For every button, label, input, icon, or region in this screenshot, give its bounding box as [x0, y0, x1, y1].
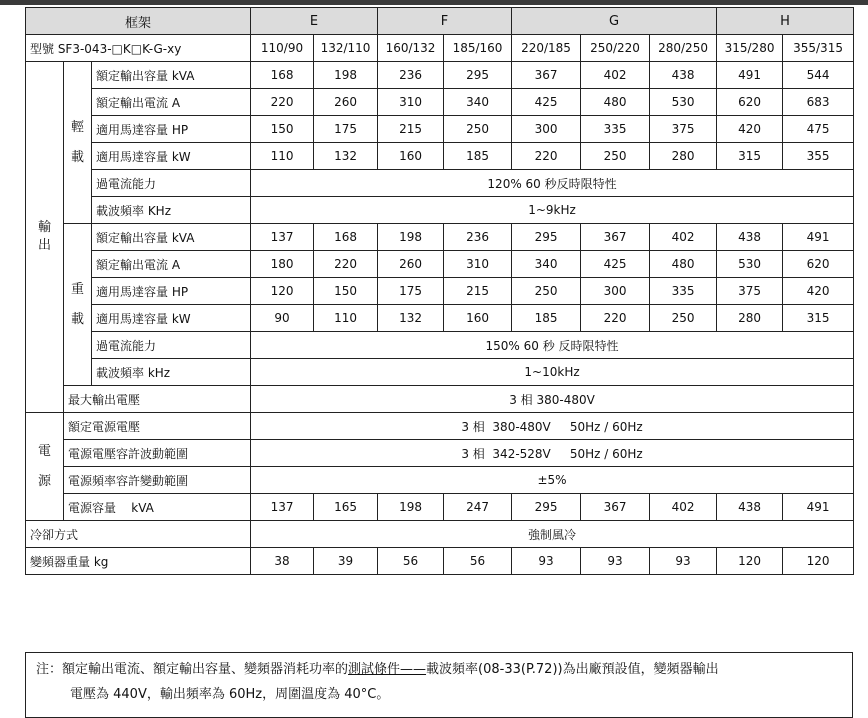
- value-cell: 402: [650, 224, 717, 251]
- value-cell: 220: [512, 143, 581, 170]
- value-cell: 420: [717, 116, 783, 143]
- merged-value-cell: 1~9kHz: [251, 197, 854, 224]
- value-cell: 367: [581, 494, 650, 521]
- value-cell: 160: [378, 143, 444, 170]
- cooling-row: [26, 521, 854, 548]
- value-cell: 260: [314, 89, 378, 116]
- value-cell: 215: [378, 116, 444, 143]
- value-cell: 168: [314, 224, 378, 251]
- max-voltage-row: [26, 386, 854, 413]
- value-cell: 185: [512, 305, 581, 332]
- model-cell: 250/220: [581, 35, 650, 62]
- value-cell: 530: [650, 89, 717, 116]
- value-cell: 335: [581, 116, 650, 143]
- frame-e: E: [251, 8, 378, 35]
- value-cell: 250: [444, 116, 512, 143]
- value-cell: 132: [378, 305, 444, 332]
- row-label: 額定輸出電流 A: [92, 89, 251, 116]
- value-cell: 402: [581, 62, 650, 89]
- row-label: 電源容量 kVA: [64, 494, 251, 521]
- value-cell: 355: [783, 143, 854, 170]
- row-label: 載波頻率 kHz: [92, 359, 251, 386]
- value-cell: 402: [650, 494, 717, 521]
- value-cell: 544: [783, 62, 854, 89]
- frame-h: H: [717, 8, 854, 35]
- value-cell: 165: [314, 494, 378, 521]
- value-cell: 438: [650, 62, 717, 89]
- value-cell: 93: [512, 548, 581, 575]
- value-cell: 39: [314, 548, 378, 575]
- value-cell: 247: [444, 494, 512, 521]
- value-cell: 425: [512, 89, 581, 116]
- model-row: [26, 35, 854, 62]
- value-cell: 137: [251, 494, 314, 521]
- value-cell: 315: [717, 143, 783, 170]
- footnote-line-1: [36, 657, 842, 682]
- heavy-load-group-label: [64, 224, 92, 386]
- value-cell: 367: [581, 224, 650, 251]
- row-label: 載波頻率 KHz: [92, 197, 251, 224]
- value-cell: 168: [251, 62, 314, 89]
- merged-value-cell: 強制風冷: [251, 521, 854, 548]
- light-overload-row: [26, 170, 854, 197]
- model-cell: 315/280: [717, 35, 783, 62]
- value-cell: 620: [783, 251, 854, 278]
- light-amp-row: [26, 89, 854, 116]
- merged-value-cell: 3 相 380-480V: [251, 386, 854, 413]
- power-label-text: 電源: [38, 443, 52, 489]
- value-cell: 491: [717, 62, 783, 89]
- value-cell: 340: [444, 89, 512, 116]
- value-cell: 198: [378, 494, 444, 521]
- row-label: 過電流能力: [92, 332, 251, 359]
- value-cell: 300: [581, 278, 650, 305]
- value-cell: 220: [314, 251, 378, 278]
- value-cell: 335: [650, 278, 717, 305]
- frame-g: G: [512, 8, 717, 35]
- row-label: 最大輸出電壓: [64, 386, 251, 413]
- value-cell: 150: [314, 278, 378, 305]
- value-cell: 93: [650, 548, 717, 575]
- value-cell: 375: [650, 116, 717, 143]
- row-label: 電源頻率容許變動範圍: [64, 467, 251, 494]
- heavy-kva-row: [26, 224, 854, 251]
- value-cell: 220: [251, 89, 314, 116]
- value-cell: 310: [444, 251, 512, 278]
- value-cell: 438: [717, 494, 783, 521]
- model-cell: 280/250: [650, 35, 717, 62]
- footnote-prefix: 注：額定輸出電流、額定輸出容量、變頻器消耗功率的: [36, 662, 349, 677]
- model-cell: 355/315: [783, 35, 854, 62]
- light-kw-row: [26, 143, 854, 170]
- power-group-label: [26, 413, 64, 521]
- row-label: 額定輸出容量 kVA: [92, 62, 251, 89]
- value-cell: 480: [650, 251, 717, 278]
- merged-value-cell: 150% 60 秒 反時限特性: [251, 332, 854, 359]
- heavy-amp-row: [26, 251, 854, 278]
- value-cell: 93: [581, 548, 650, 575]
- value-cell: 480: [581, 89, 650, 116]
- value-cell: 110: [314, 305, 378, 332]
- value-cell: 150: [251, 116, 314, 143]
- value-cell: 198: [314, 62, 378, 89]
- value-cell: 438: [717, 224, 783, 251]
- value-cell: 530: [717, 251, 783, 278]
- value-cell: 120: [717, 548, 783, 575]
- value-cell: 425: [581, 251, 650, 278]
- weight-row: [26, 548, 854, 575]
- value-cell: 420: [783, 278, 854, 305]
- merged-value-cell: ±5%: [251, 467, 854, 494]
- value-cell: 475: [783, 116, 854, 143]
- value-cell: 260: [378, 251, 444, 278]
- merged-value-cell: 120% 60 秒反時限特性: [251, 170, 854, 197]
- value-cell: 90: [251, 305, 314, 332]
- value-cell: 310: [378, 89, 444, 116]
- row-label: 變頻器重量 kg: [26, 548, 251, 575]
- footnote-rest: 載波頻率(08-33(P.72))為出廠預設值，變頻器輸出: [426, 662, 719, 677]
- heavy-kw-row: [26, 305, 854, 332]
- value-cell: 340: [512, 251, 581, 278]
- value-cell: 215: [444, 278, 512, 305]
- value-cell: 250: [581, 143, 650, 170]
- value-cell: 120: [251, 278, 314, 305]
- value-cell: 56: [378, 548, 444, 575]
- value-cell: 491: [783, 224, 854, 251]
- value-cell: 491: [783, 494, 854, 521]
- heavy-overload-row: [26, 332, 854, 359]
- value-cell: 683: [783, 89, 854, 116]
- merged-value-cell: 3 相 342-528V 50Hz / 60Hz: [251, 440, 854, 467]
- value-cell: 110: [251, 143, 314, 170]
- footnote-line-2: 電壓為 440V，輸出頻率為 60Hz，周圍溫度為 40°C。: [70, 687, 390, 702]
- footnote-box: [25, 652, 853, 718]
- value-cell: 185: [444, 143, 512, 170]
- model-cell: 185/160: [444, 35, 512, 62]
- value-cell: 280: [650, 143, 717, 170]
- value-cell: 295: [444, 62, 512, 89]
- value-cell: 300: [512, 116, 581, 143]
- model-cell: 132/110: [314, 35, 378, 62]
- value-cell: 295: [512, 494, 581, 521]
- spec-table: [25, 7, 854, 575]
- heavy-hp-row: [26, 278, 854, 305]
- row-label: 適用馬達容量 HP: [92, 278, 251, 305]
- row-label: 冷卻方式: [26, 521, 251, 548]
- value-cell: 367: [512, 62, 581, 89]
- value-cell: 220: [581, 305, 650, 332]
- row-label: 適用馬達容量 kW: [92, 143, 251, 170]
- light-label-text: 輕載: [71, 119, 85, 165]
- value-cell: 375: [717, 278, 783, 305]
- row-label: 過電流能力: [92, 170, 251, 197]
- row-label: 電源電壓容許波動範圍: [64, 440, 251, 467]
- value-cell: 175: [378, 278, 444, 305]
- value-cell: 295: [512, 224, 581, 251]
- output-label-text: 輸出: [38, 220, 52, 253]
- light-carrier-row: [26, 197, 854, 224]
- light-load-group-label: [64, 62, 92, 224]
- value-cell: 280: [717, 305, 783, 332]
- light-kva-row: [26, 62, 854, 89]
- power-rated-voltage-row: [26, 413, 854, 440]
- heavy-carrier-row: [26, 359, 854, 386]
- frame-f: F: [378, 8, 512, 35]
- value-cell: 56: [444, 548, 512, 575]
- value-cell: 315: [783, 305, 854, 332]
- power-capacity-row: [26, 494, 854, 521]
- light-hp-row: [26, 116, 854, 143]
- model-cell: 160/132: [378, 35, 444, 62]
- top-bar: [0, 0, 868, 5]
- merged-value-cell: 1~10kHz: [251, 359, 854, 386]
- value-cell: 250: [650, 305, 717, 332]
- model-cell: 220/185: [512, 35, 581, 62]
- model-label: 型號 SF3-043-□K□K-G-xy: [26, 35, 251, 62]
- value-cell: 175: [314, 116, 378, 143]
- frame-header-row: [26, 8, 854, 35]
- heavy-label-text: 重載: [71, 281, 85, 327]
- value-cell: 38: [251, 548, 314, 575]
- value-cell: 250: [512, 278, 581, 305]
- value-cell: 180: [251, 251, 314, 278]
- row-label: 適用馬達容量 HP: [92, 116, 251, 143]
- row-label: 適用馬達容量 kW: [92, 305, 251, 332]
- value-cell: 236: [444, 224, 512, 251]
- row-label: 額定電源電壓: [64, 413, 251, 440]
- merged-value-cell: 3 相 380-480V 50Hz / 60Hz: [251, 413, 854, 440]
- power-voltage-fluct-row: [26, 440, 854, 467]
- row-label: 額定輸出電流 A: [92, 251, 251, 278]
- footnote-underlined: 測試條件——: [348, 662, 427, 677]
- power-freq-fluct-row: [26, 467, 854, 494]
- row-label: 額定輸出容量 kVA: [92, 224, 251, 251]
- value-cell: 620: [717, 89, 783, 116]
- output-group-label: [26, 62, 64, 413]
- frame-label: 框架: [26, 8, 251, 35]
- value-cell: 236: [378, 62, 444, 89]
- value-cell: 120: [783, 548, 854, 575]
- value-cell: 160: [444, 305, 512, 332]
- value-cell: 137: [251, 224, 314, 251]
- value-cell: 198: [378, 224, 444, 251]
- value-cell: 132: [314, 143, 378, 170]
- model-cell: 110/90: [251, 35, 314, 62]
